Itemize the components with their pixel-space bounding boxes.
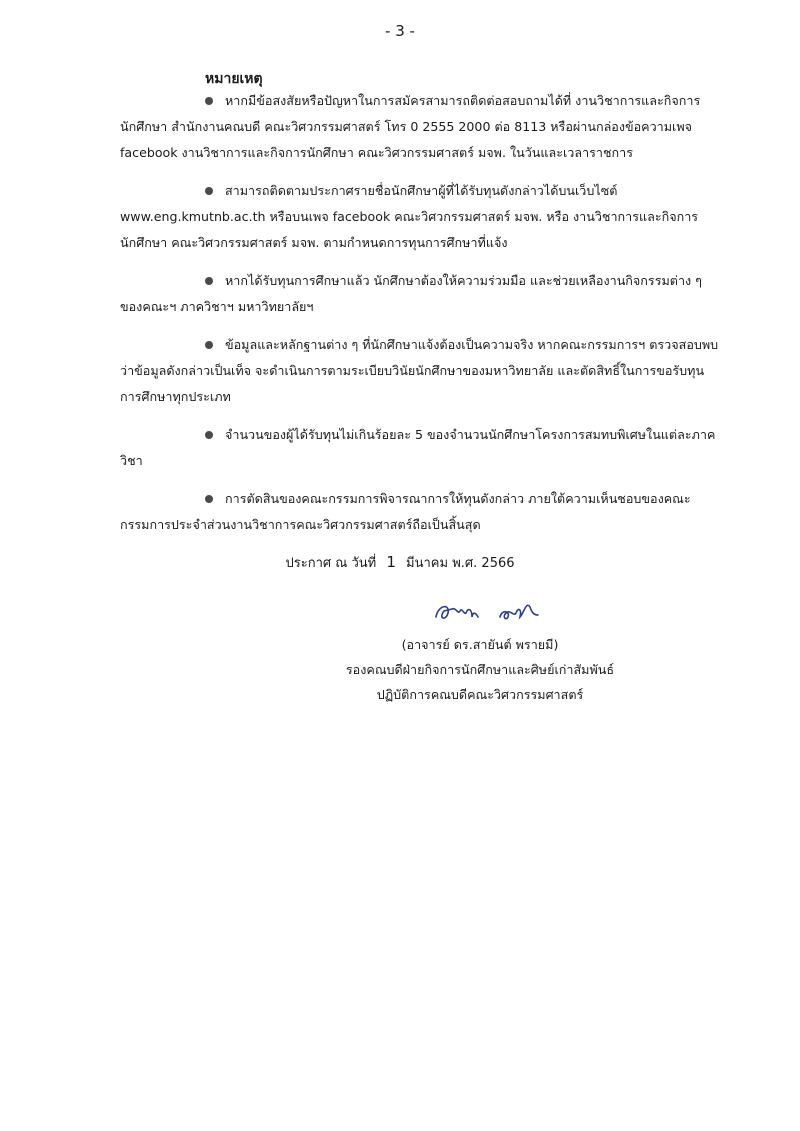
note-text: จำนวนของผู้ได้รับทุนไม่เกินร้อยละ 5 ของจำนวนนักศึกษาโครงการสมทบพิเศษในแต่ละภาควิชา <box>120 427 716 468</box>
note-item <box>120 332 720 410</box>
announcement-month-year: มีนาคม พ.ศ. 2566 <box>406 556 515 571</box>
signer-acting-position: ปฏิบัติการคณบดีคณะวิศวกรรมศาสตร์ <box>376 687 584 702</box>
announcement-day: 1 <box>386 553 396 571</box>
note-text: สามารถติดตามประกาศรายชื่อนักศึกษาผู้ที่ได้รับทุนดังกล่าวได้บนเว็บไซต์ www.eng.kmutnb.ac.th หรือบนเพจ facebook คณะวิศวกรรมศาสตร์ มจพ. หรือ งานวิชาการและกิจการนักศึกษา คณะวิศวกรรมศาสตร์ มจพ. ตามกำหนดการทุนการศึกษาที่แจ้ง <box>120 183 699 250</box>
announcement-prefix: ประกาศ ณ วันที่ <box>285 556 377 571</box>
bullet-icon <box>205 341 213 349</box>
signature-image <box>430 595 550 629</box>
bullet-icon <box>205 277 213 285</box>
bullet-icon <box>205 97 213 105</box>
page-number: - 3 - <box>385 22 415 40</box>
signer-block <box>330 632 630 707</box>
note-item <box>120 486 720 538</box>
announcement-date <box>0 552 800 573</box>
note-text: หากมีข้อสงสัยหรือปัญหาในการสมัครสามารถติดต่อสอบถามได้ที่ งานวิชาการและกิจการนักศึกษา สำนักงานคณบดี คณะวิศวกรรมศาสตร์ โทร 0 2555 2000 ต่อ 8113 หรือผ่านกล่องข้อความเพจ facebook งานวิชาการและกิจการนักศึกษา คณะวิศวกรรมศาสตร์ มจพ. ในวันและเวลาราชการ <box>120 93 701 160</box>
note-item <box>120 268 720 320</box>
note-text: การตัดสินของคณะกรรมการพิจารณาการให้ทุนดังกล่าว ภายใต้ความเห็นชอบของคณะกรรมการประจำส่วนงานวิชาการคณะวิศวกรรมศาสตร์ถือเป็นสิ้นสุด <box>120 491 691 532</box>
note-item <box>120 422 720 474</box>
notes-heading: หมายเหตุ <box>205 71 263 87</box>
bullet-icon <box>205 431 213 439</box>
signer-position: รองคณบดีฝ่ายกิจการนักศึกษาและศิษย์เก่าสัมพันธ์ <box>345 662 615 677</box>
signer-name: (อาจารย์ ดร.สายันต์ พรายมี) <box>401 637 559 652</box>
note-text: หากได้รับทุนการศึกษาแล้ว นักศึกษาต้องให้ความร่วมมือ และช่วยเหลืองานกิจกรรมต่าง ๆ ของคณะฯ ภาควิชาฯ มหาวิทยาลัยฯ <box>120 273 702 314</box>
bullet-icon <box>205 495 213 503</box>
note-text: ข้อมูลและหลักฐานต่าง ๆ ที่นักศึกษาแจ้งต้องเป็นความจริง หากคณะกรรมการฯ ตรวจสอบพบว่าข้อมูลดังกล่าวเป็นเท็จ จะดำเนินการตามระเบียบวินัยนักศึกษาของมหาวิทยาลัย และตัดสิทธิ์ในการขอรับทุนการศึกษาทุกประเภท <box>120 337 719 404</box>
note-item <box>120 88 720 166</box>
note-item <box>120 178 720 256</box>
bullet-icon <box>205 187 213 195</box>
notes-list <box>120 88 720 550</box>
